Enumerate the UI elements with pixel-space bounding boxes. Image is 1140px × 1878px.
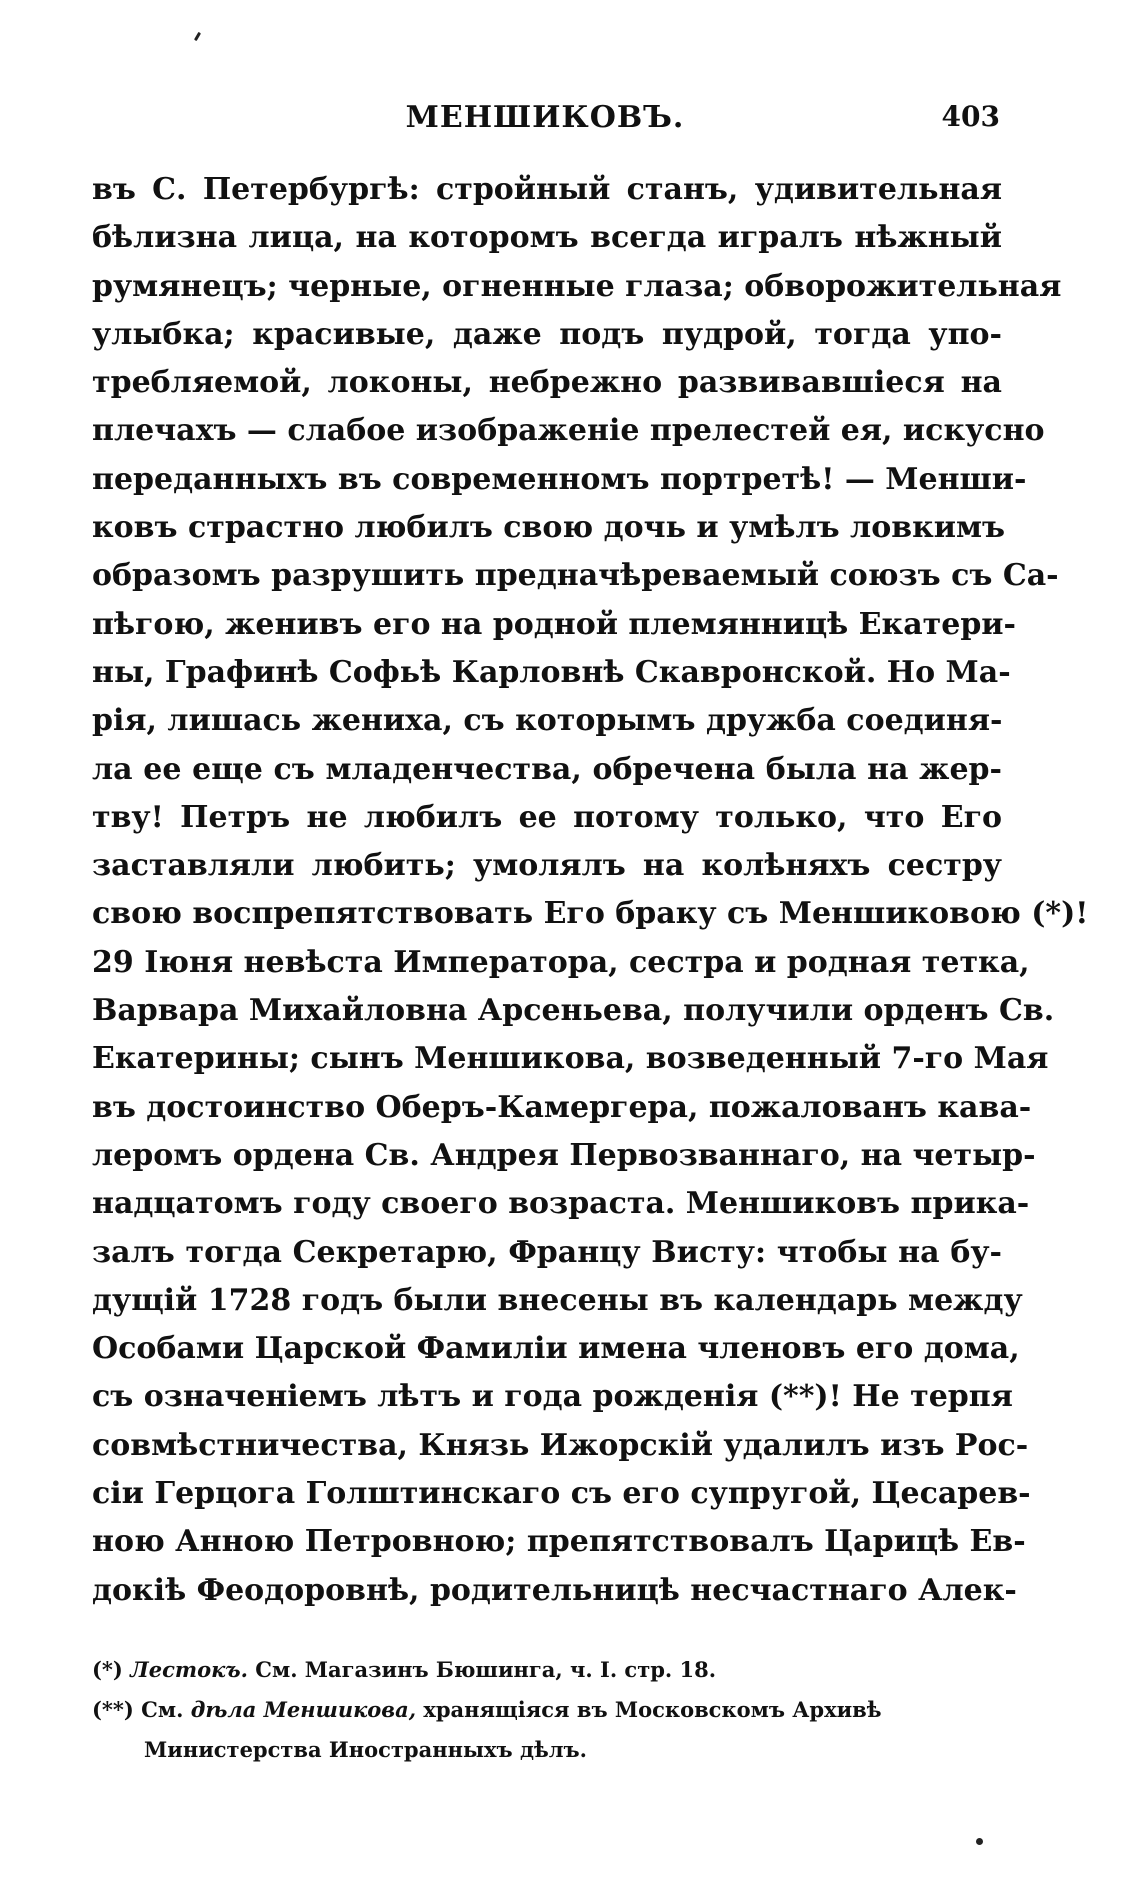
text-line: Варвара Михайловна Арсеньева, получили орденъ Св. — [92, 993, 1055, 1029]
text-line: образомъ разрушить предначѣреваемый союзъ съ Са- — [92, 558, 1059, 594]
text-line: Особами Царской Фамиліи имена членовъ его дома, — [92, 1331, 1020, 1367]
text-line: ла ее еще съ младенчества, обречена была на жер- — [92, 751, 1002, 787]
text-line: леромъ ордена Св. Андрея Первозваннаго, на четыр- — [92, 1137, 1036, 1173]
text-line: заставляли любить; умолялъ на колѣняхъ сестру — [92, 848, 1002, 884]
text-line: тву! Петръ не любилъ ее потому только, что Его — [92, 799, 1002, 835]
body-text — [92, 166, 1089, 1615]
footnote-author: Лестокъ. — [130, 1657, 248, 1682]
text-line: ковъ страстно любилъ свою дочь и умѣлъ ловкимъ — [92, 510, 1006, 546]
footnote-prefix: См. — [141, 1697, 184, 1722]
text-line: Екатерины; сынъ Меншикова, возведенный 7-го Мая — [92, 1041, 1049, 1077]
text-line: съ означеніемъ лѣтъ и года рожденія (**)! Не терпя — [92, 1379, 1013, 1415]
footnote-2-continuation: Министерства Иностранныхъ дѣлъ. — [144, 1737, 587, 1762]
text-line: румянецъ; черные, огненные глаза; обворожительная — [92, 268, 1062, 304]
text-line: въ достоинство Оберъ-Камергера, пожалованъ кава- — [92, 1089, 1032, 1125]
text-line: ны, Графинѣ Софьѣ Карловнѣ Скавронской. Но Ма- — [92, 654, 1011, 690]
text-line: плечахъ — слабое изображеніе прелестей ея, искусно — [92, 413, 1045, 449]
footnotes — [92, 1650, 1012, 1770]
text-line: рія, лишась жениха, съ которымъ дружба соединя- — [92, 703, 1003, 739]
footnote-1 — [92, 1650, 1012, 1690]
footnote-2 — [92, 1690, 1012, 1730]
text-line: 29 Іюня невѣста Императора, сестра и родная тетка, — [92, 944, 1030, 980]
text-line: сіи Герцога Голштинскаго съ его супругой, Цесарев- — [92, 1476, 1031, 1512]
text-line: переданныхъ въ современномъ портретѣ! — Менши- — [92, 461, 1027, 497]
footnote-text: хранящіяся въ Московскомъ Архивѣ — [423, 1697, 882, 1722]
page-header — [90, 100, 1000, 144]
text-line: ною Анною Петровною; препятствовалъ Царицѣ Ев- — [92, 1524, 1026, 1560]
text-line: бѣлизна лица, на которомъ всегда игралъ нѣжный — [92, 220, 1002, 256]
text-line: пѣгою, женивъ его на родной племянницѣ Екатери- — [92, 606, 1017, 642]
ink-speck — [194, 32, 201, 41]
footnote-text: См. Магазинъ Бюшинга, ч. І. стр. 18. — [255, 1657, 717, 1682]
text-line: улыбка; красивые, даже подъ пудрой, тогда упо- — [92, 316, 1002, 352]
page-number: 403 — [941, 100, 1000, 133]
text-line: надцатомъ году своего возраста. Меншиковъ прика- — [92, 1186, 1030, 1222]
text-line: совмѣстничества, Князь Ижорскій удалилъ изъ Рос- — [92, 1427, 1029, 1463]
running-title: МЕНШИКОВЪ. — [405, 100, 685, 135]
text-line: свою воспрепятствовать Его браку съ Меншиковою (*)! — [92, 896, 1089, 932]
text-line: въ С. Петербургѣ: стройный станъ, удивительная — [92, 172, 1002, 207]
footnote-mark: (**) — [92, 1697, 134, 1722]
footnote-mark: (*) — [92, 1657, 123, 1682]
text-line: залъ тогда Секретарю, Францу Висту: чтобы на бу- — [92, 1234, 1002, 1270]
footnote-author: дѣла Меншикова, — [190, 1697, 417, 1722]
text-line: докіѣ Феодоровнѣ, родительницѣ несчастнаго Алек- — [92, 1572, 1017, 1608]
text-line: дущій 1728 годъ были внесены въ календарь между — [92, 1282, 1023, 1318]
text-line: требляемой, локоны, небрежно развивавшіеся на — [92, 365, 1002, 401]
ink-speck — [976, 1838, 983, 1845]
